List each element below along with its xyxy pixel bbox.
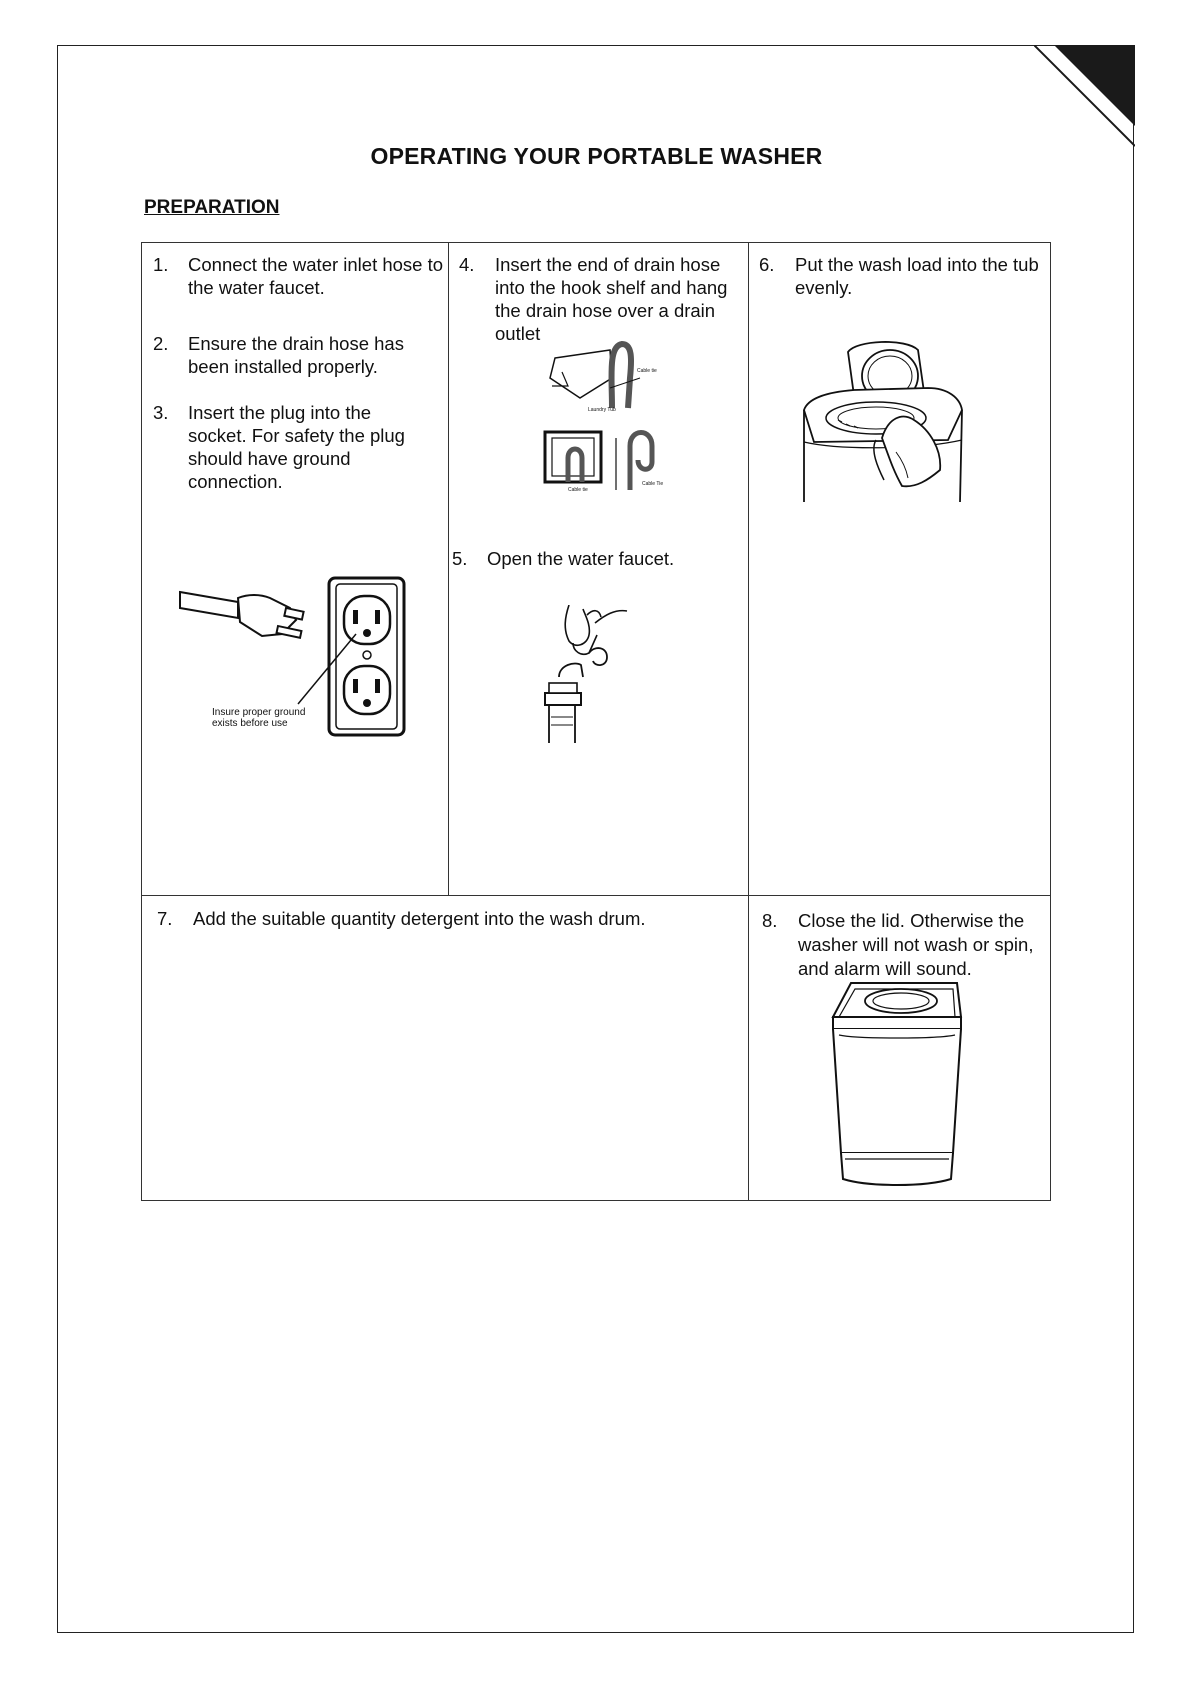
drain-hose-illustration [540, 338, 670, 498]
step-number: 5. [452, 548, 468, 569]
step-text: Close the lid. Otherwise the washer will not wash or spin, and alarm will sound. [798, 910, 1034, 979]
drain-label: Cable Tie [642, 481, 664, 487]
section-heading: PREPARATION [144, 197, 280, 218]
table-divider [448, 243, 449, 896]
step-number: 6. [759, 254, 775, 275]
table-divider [142, 895, 1050, 896]
plug-caption [212, 707, 305, 729]
step-text: Ensure the drain hose has been installed properly. [188, 333, 404, 377]
open-washer-illustration [798, 340, 968, 505]
table-divider [748, 243, 749, 1200]
plug-caption-line: Insure proper ground [212, 707, 306, 718]
plug-caption-line: exists before use [212, 718, 288, 729]
drain-label: Cable tie [637, 368, 657, 374]
faucet-illustration [535, 605, 645, 745]
closed-washer-illustration [829, 981, 964, 1189]
step-text: Open the water faucet. [487, 548, 675, 569]
step-text: Insert the plug into the socket. For safety the plug should have ground connection. [188, 402, 405, 492]
plug-outlet-illustration [178, 572, 418, 740]
step-number: 2. [153, 333, 169, 354]
step-text: Add the suitable quantity detergent into the wash drum. [193, 908, 646, 929]
step-number: 1. [153, 254, 169, 275]
drain-label: Cable tie [568, 487, 588, 493]
page-title: OPERATING YOUR PORTABLE WASHER [370, 143, 823, 169]
drain-label: Laundry Tub [588, 407, 616, 413]
step-text: Connect the water inlet hose to the water faucet. [188, 254, 444, 298]
step-text: Put the wash load into the tub evenly. [795, 254, 1039, 298]
step-text: Insert the end of drain hose into the hook shelf and hang the drain hose over a drain outlet [495, 254, 728, 344]
step-number: 3. [153, 402, 169, 423]
step-number: 4. [459, 254, 475, 275]
step-number: 7. [157, 908, 173, 929]
step-number: 8. [762, 910, 778, 931]
corner-tab-marker [1034, 45, 1135, 147]
